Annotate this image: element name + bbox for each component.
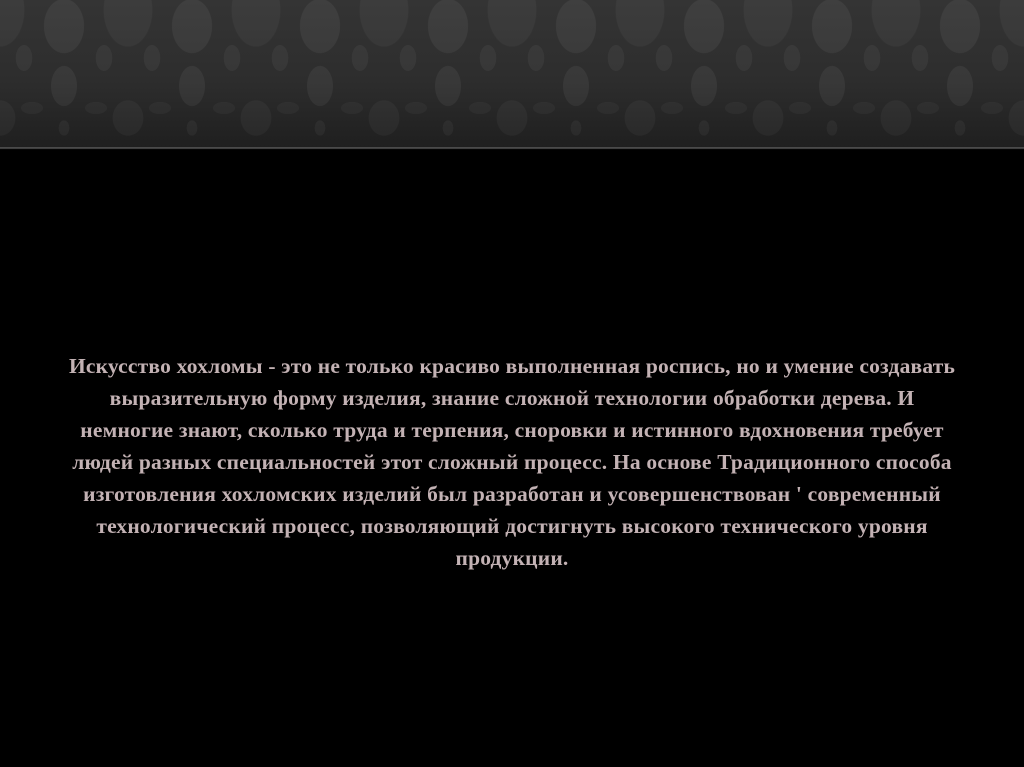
slide-body	[0, 150, 1024, 767]
slide-paragraph: Искусство хохломы - это не только красиво выполненная роспись, но и умение создавать выразительную форму изделия, знание сложной технологии обработки дерева. И немногие знают, сколько труда и терпения, сноровки и истинного вдохновения требует людей разных специальностей этот сложный процесс. На основе Традиционного способа изготовления хохломских изделий был разработан и усовершенствован ' современный технологический процесс, позволяющий достигнуть высокого технического уровня продукции.	[68, 354, 956, 570]
header-divider-line	[0, 147, 1024, 149]
decorative-damask-band	[0, 0, 1024, 148]
